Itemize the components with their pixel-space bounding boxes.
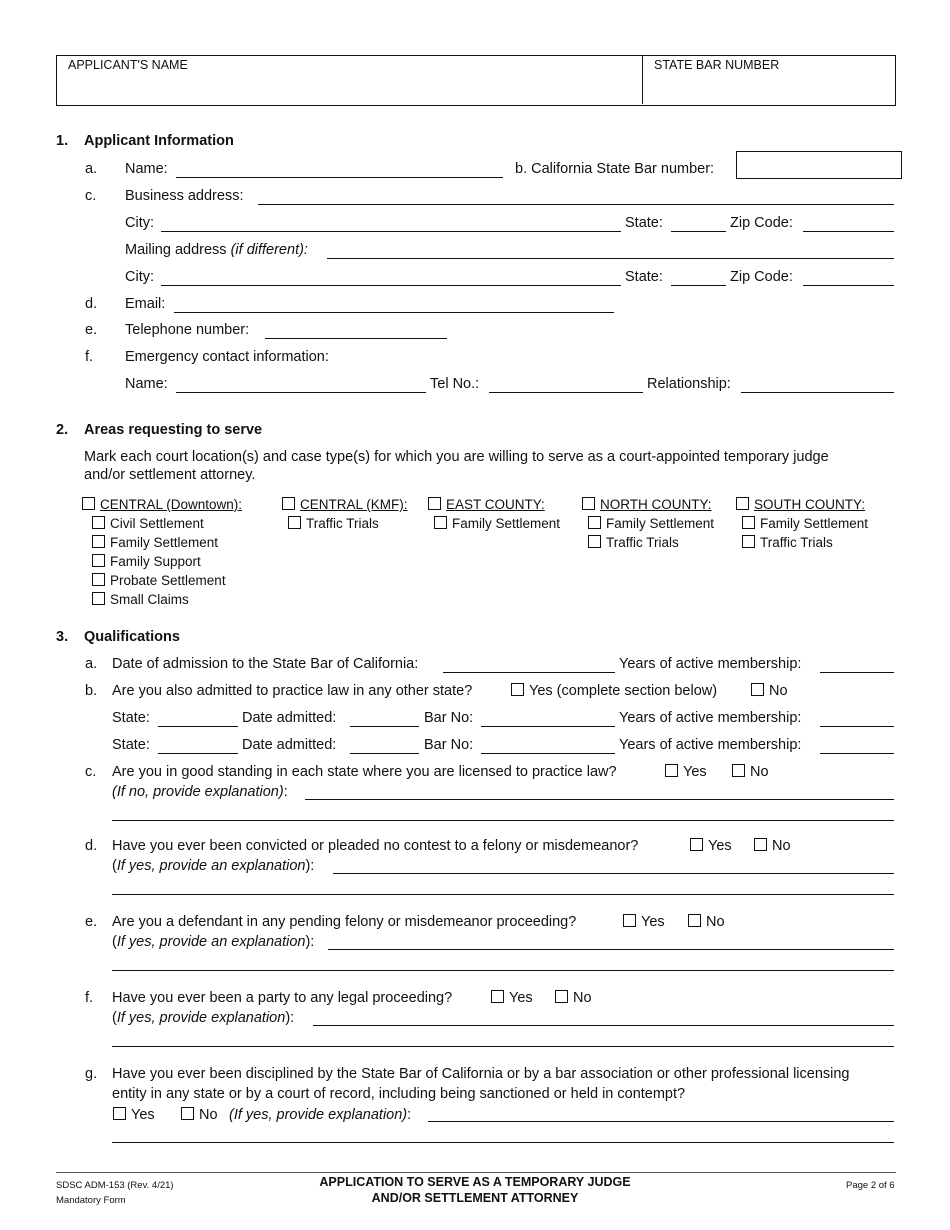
no-label: No — [772, 838, 791, 854]
zip-label: Zip Code: — [730, 215, 793, 231]
disciplined-explanation-field[interactable] — [428, 1121, 894, 1122]
case-type-option[interactable] — [82, 571, 242, 590]
section-2-intro: Mark each court location(s) and case type(s) for which you are willing to serve as a court-appointed temporary judge — [84, 449, 829, 465]
applicant-name-label: APPLICANT'S NAME — [68, 58, 188, 72]
central-downtown-title: CENTRAL (Downtown): — [100, 497, 243, 512]
legal-proceeding-explanation-label: (If yes, provide explanation): — [112, 1010, 295, 1026]
item-3g-label: g. — [85, 1066, 98, 1082]
defendant-question: Are you a defendant in any pending felony or misdemeanor proceeding? — [112, 914, 577, 930]
east-county-option[interactable] — [428, 495, 560, 514]
checkbox-icon[interactable] — [588, 516, 601, 529]
section-2-intro-2: and/or settlement attorney. — [84, 467, 256, 483]
checkbox-icon[interactable] — [582, 497, 595, 510]
checkbox-icon[interactable] — [92, 554, 105, 567]
emergency-contact-label: Emergency contact information: — [125, 349, 329, 365]
north-county-title: NORTH COUNTY: — [600, 497, 712, 512]
case-type-option[interactable] — [82, 590, 242, 609]
item-d-label: d. — [85, 296, 98, 312]
date-admitted-label-2: Date admitted: — [242, 737, 337, 753]
south-county-option[interactable] — [736, 495, 868, 514]
legal-proceeding-explanation-field-2[interactable] — [112, 1046, 894, 1047]
bar-no-field-2[interactable] — [481, 753, 615, 754]
other-state-label: State: — [112, 710, 150, 726]
relationship-field[interactable] — [741, 392, 894, 393]
checkbox-icon[interactable] — [92, 573, 105, 586]
disciplined-explanation-field-2[interactable] — [112, 1142, 894, 1143]
other-years-field-2[interactable] — [820, 753, 894, 754]
disciplined-explanation-label — [229, 1107, 411, 1123]
other-state-question: Are you also admitted to practice law in any other state? — [112, 683, 473, 699]
case-type-label: Family Support — [110, 554, 201, 569]
no-label: No — [769, 683, 788, 699]
defendant-explanation-field[interactable] — [328, 949, 894, 950]
case-type-label: Traffic Trials — [760, 535, 833, 550]
item-3e-label: e. — [85, 914, 98, 930]
state-field[interactable] — [671, 231, 726, 232]
central-kmf-title: CENTRAL (KMF): — [300, 497, 408, 512]
checkbox-icon[interactable] — [555, 990, 568, 1003]
location-central-downtown — [82, 495, 242, 609]
case-type-label: Family Settlement — [452, 516, 561, 531]
legal-proceeding-no-option[interactable] — [555, 990, 592, 1006]
section-3-number: 3. — [56, 629, 69, 645]
location-south-county — [736, 495, 868, 552]
checkbox-icon[interactable] — [690, 838, 703, 851]
good-standing-no-option[interactable] — [732, 764, 769, 780]
years-membership-label: Years of active membership: — [619, 656, 802, 672]
tel-no-label: Tel No.: — [430, 376, 480, 392]
name-label: Name: — [125, 161, 168, 177]
checkbox-icon[interactable] — [82, 497, 95, 510]
location-central-kmf — [282, 495, 408, 533]
east-county-title: EAST COUNTY: — [446, 497, 545, 512]
other-years-field[interactable] — [820, 726, 894, 727]
mailing-state-field[interactable] — [671, 285, 726, 286]
city-field[interactable] — [161, 231, 621, 232]
date-admitted-field-2[interactable] — [350, 753, 419, 754]
item-3b-label: b. — [85, 683, 98, 699]
case-type-label: Family Settlement — [110, 535, 219, 550]
city-label: City: — [125, 215, 154, 231]
checkbox-icon[interactable] — [181, 1107, 194, 1120]
location-north-county — [582, 495, 714, 552]
if-different-text: (if different): — [230, 242, 308, 258]
other-state-field-2[interactable] — [158, 753, 238, 754]
checkbox-icon[interactable] — [434, 516, 447, 529]
convicted-no-option[interactable] — [754, 838, 791, 854]
item-e-label: e. — [85, 322, 98, 338]
checkbox-icon[interactable] — [428, 497, 441, 510]
yes-label: Yes — [708, 838, 732, 854]
admission-date-field[interactable] — [443, 672, 615, 673]
defendant-explanation-label: (If yes, provide an explanation): — [112, 934, 315, 950]
central-downtown-option[interactable] — [82, 495, 242, 514]
case-type-label: Small Claims — [110, 592, 189, 607]
case-type-option[interactable] — [82, 552, 242, 571]
checkbox-icon[interactable] — [754, 838, 767, 851]
if-no-text: (If no, provide explanation) — [112, 784, 284, 800]
state-bar-number-field[interactable] — [643, 75, 893, 103]
no-label: No — [706, 914, 725, 930]
email-label: Email: — [125, 296, 166, 312]
legal-proceeding-explanation-field[interactable] — [313, 1025, 894, 1026]
bar-no-label-2: Bar No: — [424, 737, 474, 753]
if-yes-text: If yes, provide explanation — [116, 1010, 286, 1026]
section-1-title: Applicant Information — [84, 133, 234, 149]
checkbox-icon[interactable] — [92, 592, 105, 605]
footer-title-1: APPLICATION TO SERVE AS A TEMPORARY JUDGE — [319, 1175, 631, 1189]
name-field[interactable] — [176, 177, 503, 178]
location-east-county — [428, 495, 560, 533]
north-county-option[interactable] — [582, 495, 714, 514]
checkbox-icon[interactable] — [732, 764, 745, 777]
checkbox-icon[interactable] — [588, 535, 601, 548]
no-label: No — [199, 1107, 218, 1123]
mandatory-form: Mandatory Form — [56, 1195, 126, 1206]
applicant-name-field[interactable] — [57, 75, 641, 103]
mailing-state-label: State: — [625, 269, 663, 285]
footer-title-2: AND/OR SETTLEMENT ATTORNEY — [371, 1191, 579, 1205]
checkbox-icon[interactable] — [742, 516, 755, 529]
section-3-title: Qualifications — [84, 629, 180, 645]
emergency-name-field[interactable] — [176, 392, 426, 393]
mailing-address-text: Mailing address — [125, 242, 227, 258]
other-years-label-2: Years of active membership: — [619, 737, 802, 753]
case-type-option[interactable] — [582, 514, 714, 533]
colon: : — [283, 784, 288, 800]
case-type-label: Traffic Trials — [606, 535, 679, 550]
if-no-explanation-label — [112, 784, 288, 800]
mailing-city-label: City: — [125, 269, 154, 285]
item-3a-label: a. — [85, 656, 98, 672]
checkbox-icon[interactable] — [736, 497, 749, 510]
relationship-label: Relationship: — [647, 376, 731, 392]
item-3f-label: f. — [85, 990, 94, 1006]
convicted-question: Have you ever been convicted or pleaded no contest to a felony or misdemeanor? — [112, 838, 639, 854]
checkbox-icon[interactable] — [92, 535, 105, 548]
colon: : — [407, 1107, 412, 1123]
yes-label: Yes — [683, 764, 707, 780]
convicted-yes-option[interactable] — [690, 838, 732, 854]
section-1-number: 1. — [56, 133, 69, 149]
date-admitted-label: Date admitted: — [242, 710, 337, 726]
if-yes-text: If yes, provide an explanation — [116, 934, 306, 950]
convicted-explanation-field-2[interactable] — [112, 894, 894, 895]
state-bar-number-label: STATE BAR NUMBER — [654, 58, 780, 72]
disciplined-question-1: Have you ever been disciplined by the State Bar of California or by a bar association or other professional licensing — [112, 1066, 850, 1082]
no-label: No — [750, 764, 769, 780]
yes-label: Yes — [131, 1107, 155, 1123]
state-label: State: — [625, 215, 663, 231]
case-type-label: Civil Settlement — [110, 516, 204, 531]
mailing-address-label — [125, 242, 308, 258]
mailing-zip-field[interactable] — [803, 285, 894, 286]
case-type-option[interactable] — [582, 533, 714, 552]
yes-label: Yes — [509, 990, 533, 1006]
bar-no-label: Bar No: — [424, 710, 474, 726]
convicted-explanation-field[interactable] — [333, 873, 894, 874]
case-type-label: Family Settlement — [606, 516, 715, 531]
case-type-option[interactable] — [282, 514, 408, 533]
checkbox-icon[interactable] — [511, 683, 524, 696]
checkbox-icon[interactable] — [491, 990, 504, 1003]
business-address-field[interactable] — [258, 204, 894, 205]
checkbox-icon[interactable] — [288, 516, 301, 529]
good-standing-yes-option[interactable] — [665, 764, 707, 780]
other-state-no-option[interactable] — [751, 683, 788, 699]
years-membership-field[interactable] — [820, 672, 894, 673]
page-number: Page 2 of 6 — [846, 1180, 895, 1191]
business-address-label: Business address: — [125, 188, 244, 204]
mailing-address-field[interactable] — [327, 258, 894, 259]
no-label: No — [573, 990, 592, 1006]
disciplined-yes-option[interactable] — [113, 1107, 155, 1123]
email-field[interactable] — [174, 312, 614, 313]
section-2-title: Areas requesting to serve — [84, 422, 263, 438]
item-3c-label: c. — [85, 764, 97, 780]
case-type-label: Probate Settlement — [110, 573, 226, 588]
checkbox-icon[interactable] — [113, 1107, 126, 1120]
bar-number-field[interactable] — [736, 151, 902, 179]
south-county-title: SOUTH COUNTY: — [754, 497, 866, 512]
case-type-option[interactable] — [82, 533, 242, 552]
other-state-field[interactable] — [158, 726, 238, 727]
defendant-yes-option[interactable] — [623, 914, 665, 930]
case-type-option[interactable] — [736, 514, 868, 533]
checkbox-icon[interactable] — [665, 764, 678, 777]
case-type-option[interactable] — [82, 514, 242, 533]
good-standing-question: Are you in good standing in each state where you are licensed to practice law? — [112, 764, 617, 780]
checkbox-icon[interactable] — [623, 914, 636, 927]
defendant-explanation-field-2[interactable] — [112, 970, 894, 971]
mailing-city-field[interactable] — [161, 285, 621, 286]
defendant-no-option[interactable] — [688, 914, 725, 930]
good-standing-explanation-field[interactable] — [305, 799, 894, 800]
other-state-yes-option[interactable] — [511, 683, 717, 699]
mailing-zip-label: Zip Code: — [730, 269, 793, 285]
telephone-label: Telephone number: — [125, 322, 250, 338]
admission-date-label: Date of admission to the State Bar of California: — [112, 656, 419, 672]
if-yes-text: (If yes, provide explanation) — [229, 1107, 408, 1123]
checkbox-icon[interactable] — [688, 914, 701, 927]
footer-divider — [56, 1172, 896, 1173]
checkbox-icon[interactable] — [742, 535, 755, 548]
case-type-option[interactable] — [428, 514, 560, 533]
item-a-label: a. — [85, 161, 98, 177]
case-type-label: Family Settlement — [760, 516, 869, 531]
yes-label: Yes (complete section below) — [529, 683, 718, 699]
checkbox-icon[interactable] — [92, 516, 105, 529]
good-standing-explanation-field-2[interactable] — [112, 820, 894, 821]
bar-no-field[interactable] — [481, 726, 615, 727]
if-yes-text: If yes, provide an explanation — [116, 858, 306, 874]
zip-field[interactable] — [803, 231, 894, 232]
other-years-label: Years of active membership: — [619, 710, 802, 726]
legal-proceeding-yes-option[interactable] — [491, 990, 533, 1006]
case-type-label: Traffic Trials — [306, 516, 379, 531]
other-state-label-2: State: — [112, 737, 150, 753]
disciplined-question-2: entity in any state or by a court of record, including being sanctioned or held in contempt? — [112, 1086, 686, 1102]
telephone-field[interactable] — [265, 338, 447, 339]
item-3d-label: d. — [85, 838, 98, 854]
item-c-label: c. — [85, 188, 97, 204]
form-code: SDSC ADM-153 (Rev. 4/21) — [56, 1180, 174, 1191]
bar-number-label: b. California State Bar number: — [515, 161, 715, 177]
tel-no-field[interactable] — [489, 392, 643, 393]
case-type-option[interactable] — [736, 533, 868, 552]
checkbox-icon[interactable] — [751, 683, 764, 696]
convicted-explanation-label: (If yes, provide an explanation): — [112, 858, 315, 874]
emergency-name-label: Name: — [125, 376, 168, 392]
yes-label: Yes — [641, 914, 665, 930]
legal-proceeding-question: Have you ever been a party to any legal proceeding? — [112, 990, 453, 1006]
date-admitted-field[interactable] — [350, 726, 419, 727]
central-kmf-option[interactable] — [282, 495, 408, 514]
item-f-label: f. — [85, 349, 94, 365]
disciplined-no-option[interactable] — [181, 1107, 218, 1123]
section-2-number: 2. — [56, 422, 69, 438]
checkbox-icon[interactable] — [282, 497, 295, 510]
